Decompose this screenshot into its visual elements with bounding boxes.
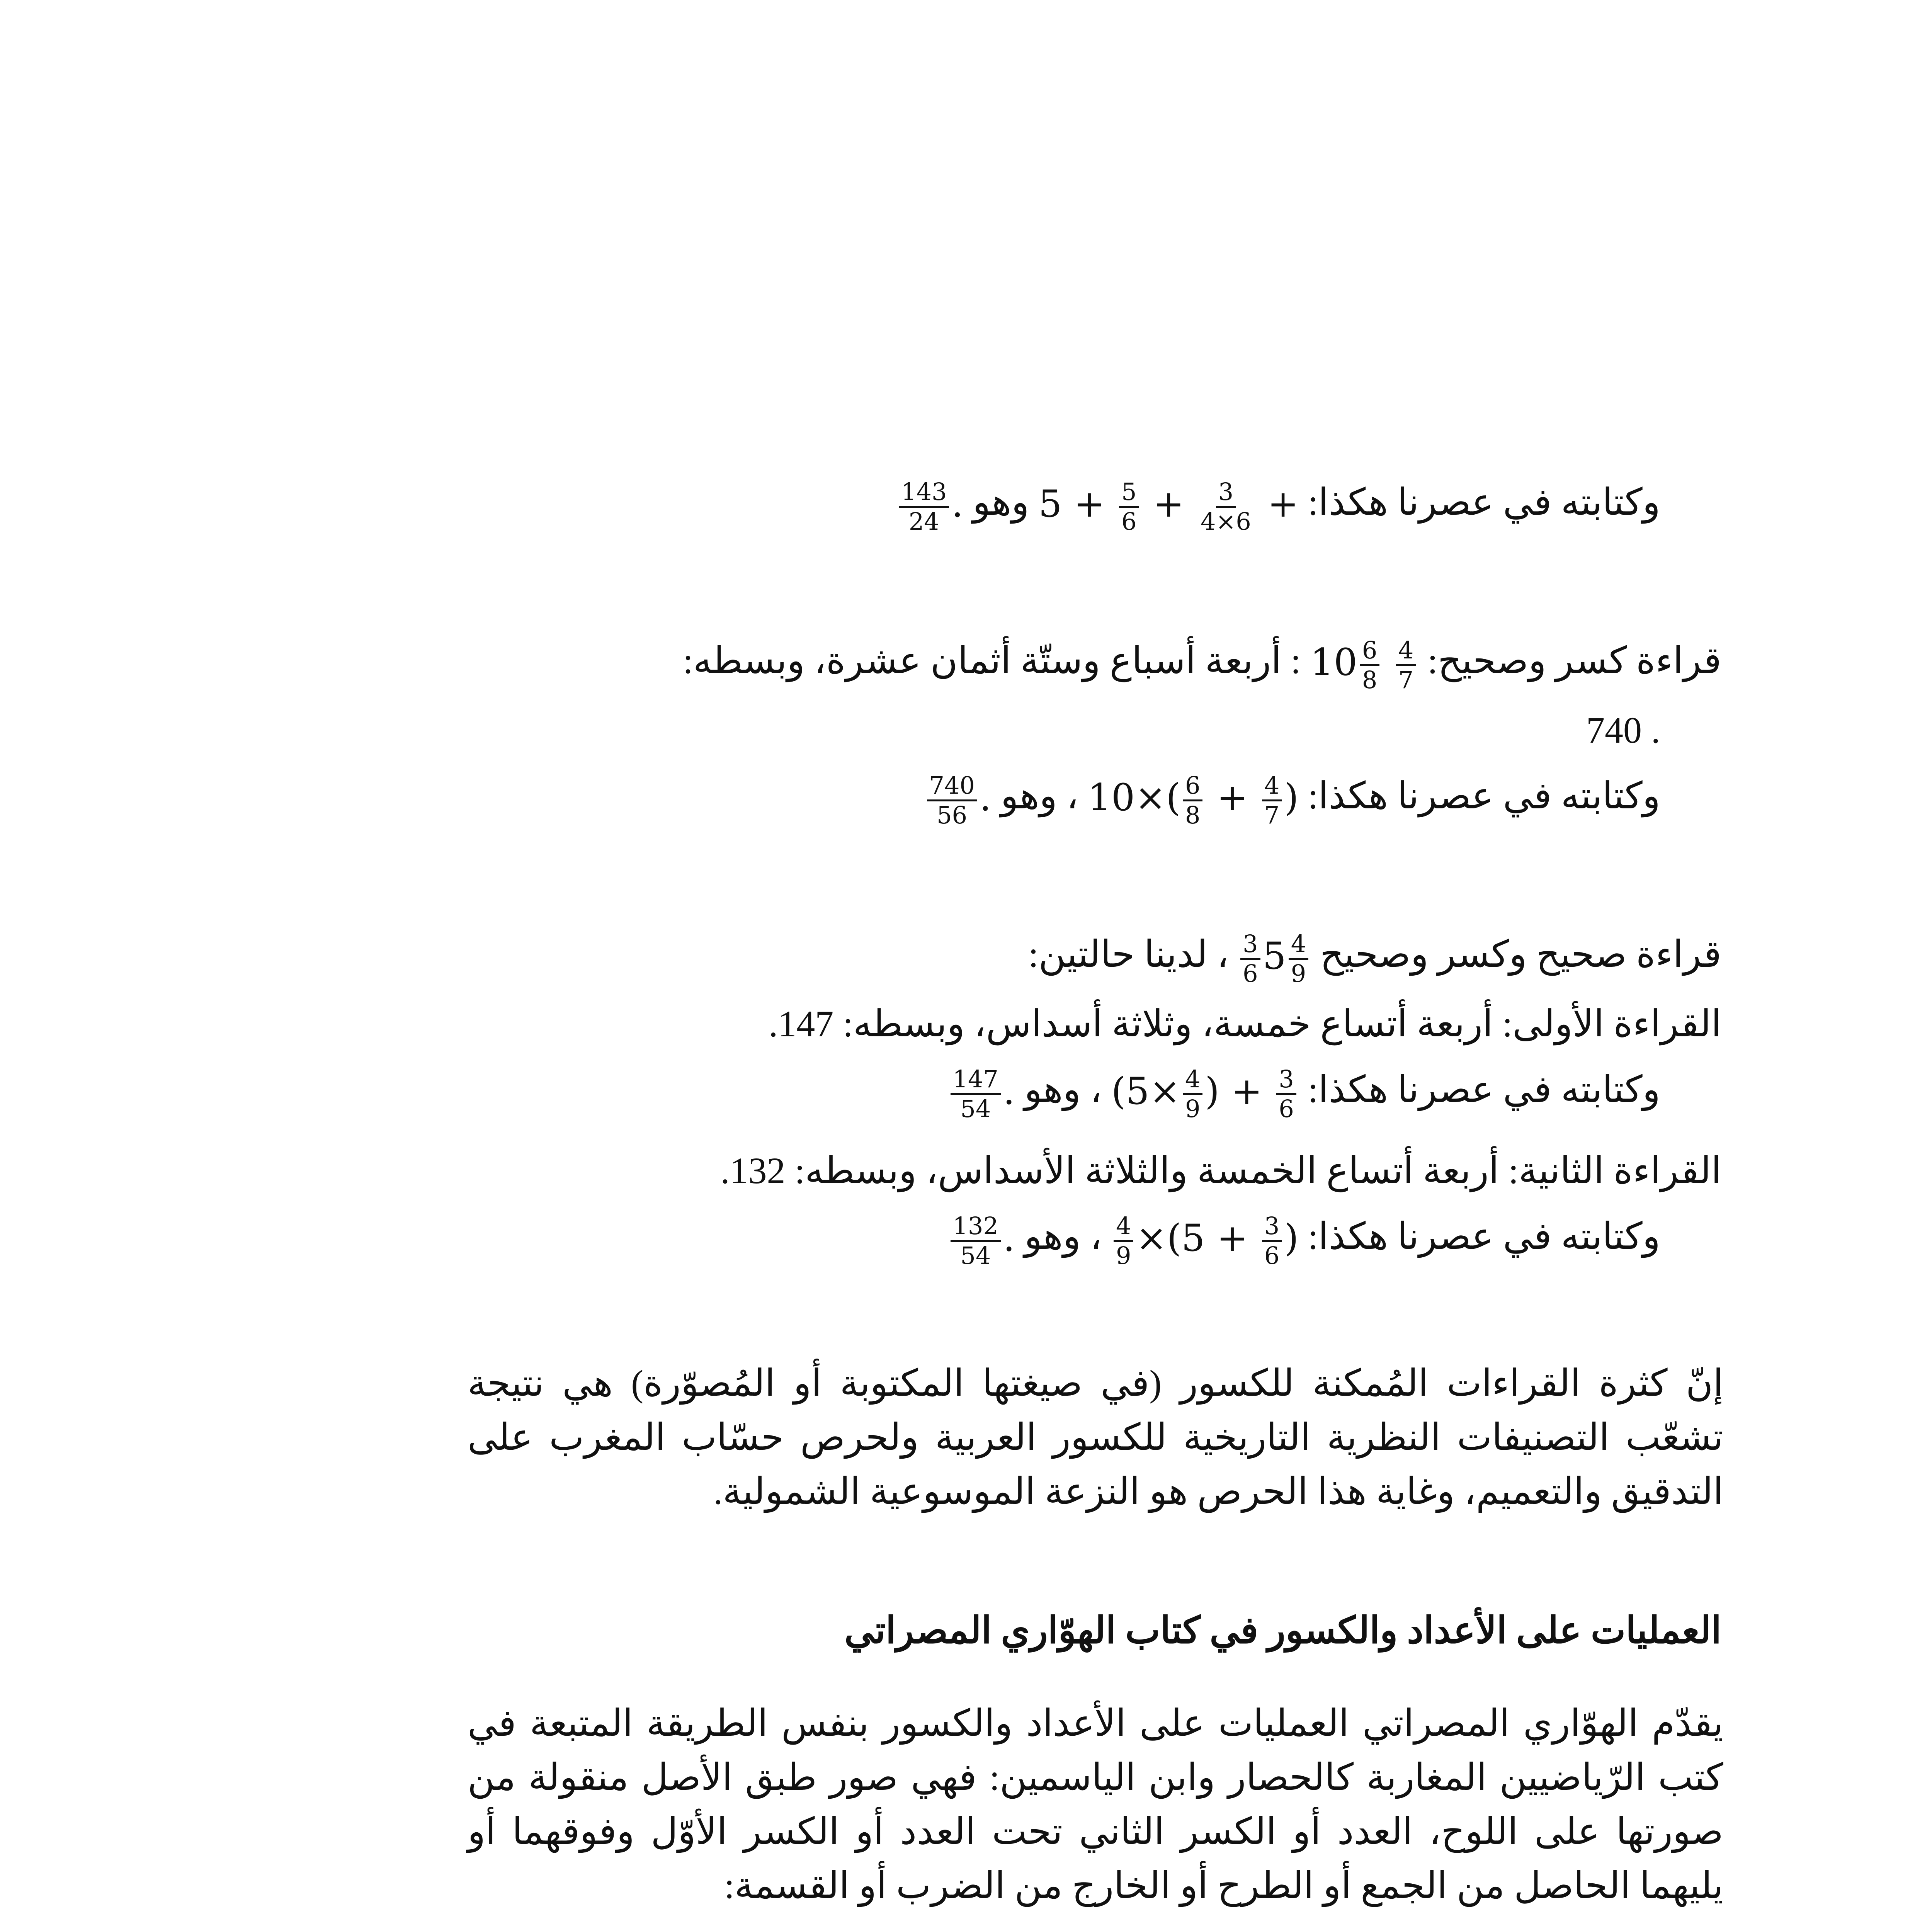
line-9-tail: ، وهو (1024, 1216, 1102, 1257)
line-7-text: وكتابته في عصرنا هكذا: (1308, 1069, 1660, 1110)
line-8-text: القراءة الثانية: أربعة أتساع الخمسة والثلاثة الأسداس، وبسطه: 132. (720, 1150, 1721, 1191)
math-sum-1: 5 + $\frac{5}{6}$ + $\frac{3}{4\times 6}$ + (1038, 478, 1299, 536)
line-9-modern-notation (948, 1209, 1660, 1270)
math-result-143-24: $\frac{143}{24}$ . (896, 477, 963, 536)
line-4-modern-notation (925, 769, 1660, 829)
math-result-132-54: $\frac{132}{54}$ . (948, 1211, 1015, 1270)
line-3-text: . 740 (1586, 709, 1660, 751)
line-5-tail: ، لدينا حالتين: (1028, 934, 1229, 975)
line-2-desc: : أربعة أسباع وستّة أثمان عشرة، وبسطه: (683, 640, 1301, 681)
line-7-modern-notation (948, 1063, 1660, 1123)
line-6-text: القراءة الأولى: أربعة أتساع خمسة، وثلاثة أسداس، وبسطه: 147. (769, 1003, 1721, 1044)
line-5-integer-fraction-integer (1028, 927, 1721, 988)
math-result-147-54: $\frac{147}{54}$ . (948, 1064, 1015, 1123)
line-4-text: وكتابته في عصرنا هكذا: (1308, 775, 1660, 816)
math-expr-4: $\frac{4}{9}$ ×(5 + $\frac{3}{6}$ ) (1111, 1211, 1299, 1270)
paragraph-operations: يقدّم الهوّاري المصراتي العمليات على الأعداد والكسور بنفس الطريقة المتبعة في كتب الرّياضيين المغاربة كالحصار وابن الياسمين: فهي صور طبق الأصل منقولة من صورتها على اللوح، العدد أو الكسر الثاني تحت العدد أو الكسر الأوّل وفوقهما أو يليهما الحاصل من الجمع أو الطرح أو الخارج من الضرب أو القسمة: (468, 1702, 1724, 1906)
math-10-6-8-4-7: 10 $\frac{6}{8}$ $\frac{4}{7}$ (1310, 635, 1418, 694)
math-result-740-56: $\frac{740}{56}$ . (925, 770, 992, 830)
line-9-text: وكتابته في عصرنا هكذا: (1308, 1216, 1660, 1257)
section-heading: العمليات على الأعداد والكسور في كتاب الهوّاري المصراتي (844, 1610, 1721, 1651)
line-3-numerator (1586, 703, 1660, 757)
line-1-text: وكتابته في عصرنا هكذا: (1298, 481, 1660, 523)
line-4-tail: ، وهو (1000, 775, 1078, 816)
line-1-modern-notation: وكتابته في عصرنا هكذا: 5 + $\frac{5}{6}$ + $\frac{3}{4\times 6}$ + وهو $\frac{143}{24}$ . (896, 475, 1660, 536)
line-6-first-reading (769, 997, 1721, 1051)
line-7-tail: ، وهو (1024, 1069, 1102, 1110)
math-expr-2: 10×( $\frac{6}{8}$ + $\frac{4}{7}$ ) (1087, 771, 1299, 830)
line-5-label: قراءة صحيح وكسر وصحيح (1320, 934, 1721, 975)
line-8-second-reading (720, 1144, 1721, 1198)
math-expr-3: (5× $\frac{4}{9}$ ) + $\frac{3}{6}$ (1111, 1064, 1299, 1123)
line-2-label: قراءة كسر وصحيح: (1427, 640, 1721, 681)
paragraph-readings-conclusion: إنّ كثرة القراءات المُمكنة للكسور (في صيغتها المكتوبة أو المُصوّرة) هي نتيجة تشعّب التصنيفات النظرية التاريخية للكسور العربية ولحرص حسّاب المغرب على التدقيق والتعميم، وغاية هذا الحرص هو النزعة الموسوعية الشمولية. (468, 1362, 1723, 1512)
math-3-6-5-4-9: $\frac{3}{6}$ 5 $\frac{4}{9}$ (1238, 929, 1311, 988)
line-2-fraction-integer (683, 634, 1721, 694)
